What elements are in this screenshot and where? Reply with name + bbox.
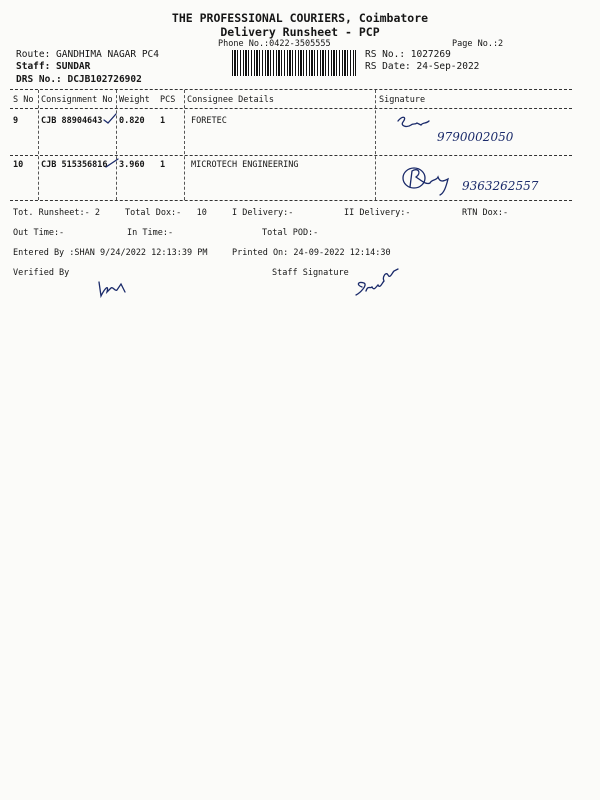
- staff: Staff: SUNDAR: [16, 61, 91, 72]
- staff-signature: [352, 265, 404, 305]
- staff-signature-label: Staff Signature: [272, 268, 349, 278]
- header-rule: [10, 108, 572, 109]
- col-divider: [184, 90, 185, 200]
- col-divider: [375, 90, 376, 200]
- verified-by-label: Verified By: [13, 268, 70, 278]
- drs-number: DRS No.: DCJB102726902: [16, 74, 142, 85]
- company-name: THE PROFESSIONAL COURIERS, Coimbatore: [171, 11, 429, 25]
- total-pod: Total POD:-: [262, 228, 319, 238]
- receiver-signature: [395, 113, 435, 135]
- rtn-dox: RTN Dox:-: [462, 208, 509, 218]
- printed-on: Printed On: 24-09-2022 12:14:30: [232, 248, 391, 258]
- ii-delivery: II Delivery:-: [344, 208, 411, 218]
- route: Route: GANDHIMA NAGAR PC4: [16, 49, 159, 60]
- in-time: In Time:-: [127, 228, 174, 238]
- document-title: Delivery Runsheet - PCP: [220, 25, 380, 39]
- row-consignment: CJB 88904643: [41, 116, 103, 126]
- row-consignment: CJB 515356816: [41, 160, 108, 170]
- row-sno: 10: [13, 160, 24, 170]
- rs-number: RS No.: 1027269: [365, 49, 451, 60]
- row-sno: 9: [13, 116, 19, 126]
- row-rule: [10, 155, 572, 156]
- entered-by: Entered By :SHAN 9/24/2022 12:13:39 PM: [13, 248, 208, 258]
- col-header-weight: Weight: [119, 95, 150, 105]
- signature-phone: 9363262557: [462, 179, 539, 193]
- col-header-pcs: PCS: [160, 95, 176, 105]
- table-top-rule: [10, 89, 572, 90]
- row-pcs: 1: [160, 116, 166, 126]
- row-consignee: MICROTECH ENGINEERING: [191, 160, 299, 170]
- table-bottom-rule: [10, 200, 572, 201]
- tick-mark: [104, 157, 120, 169]
- tick-mark: [102, 112, 118, 124]
- row-consignee: FORETEC: [191, 116, 227, 126]
- out-time: Out Time:-: [13, 228, 65, 238]
- col-header-sno: S No: [13, 95, 34, 105]
- col-header-consignment: Consignment No: [41, 95, 113, 105]
- tot-runsheet: Tot. Runsheet:- 2: [13, 208, 100, 218]
- col-divider: [38, 90, 39, 200]
- col-header-consignee: Consignee Details: [187, 95, 274, 105]
- phone-number: Phone No.:0422-3505555: [218, 39, 331, 49]
- row-pcs: 1: [160, 160, 166, 170]
- rs-date: RS Date: 24-Sep-2022: [365, 61, 480, 72]
- verifier-signature: [95, 278, 135, 300]
- i-delivery: I Delivery:-: [232, 208, 294, 218]
- barcode: [232, 50, 356, 76]
- row-weight: 0.820: [119, 116, 145, 126]
- row-weight: 3.960: [119, 160, 145, 170]
- col-divider: [116, 90, 117, 200]
- receiver-signature: [400, 163, 460, 197]
- page-number: Page No.:2: [452, 39, 504, 49]
- signature-phone: 9790002050: [437, 130, 514, 144]
- total-dox: Total Dox:- 10: [125, 208, 207, 218]
- col-header-signature: Signature: [379, 95, 426, 105]
